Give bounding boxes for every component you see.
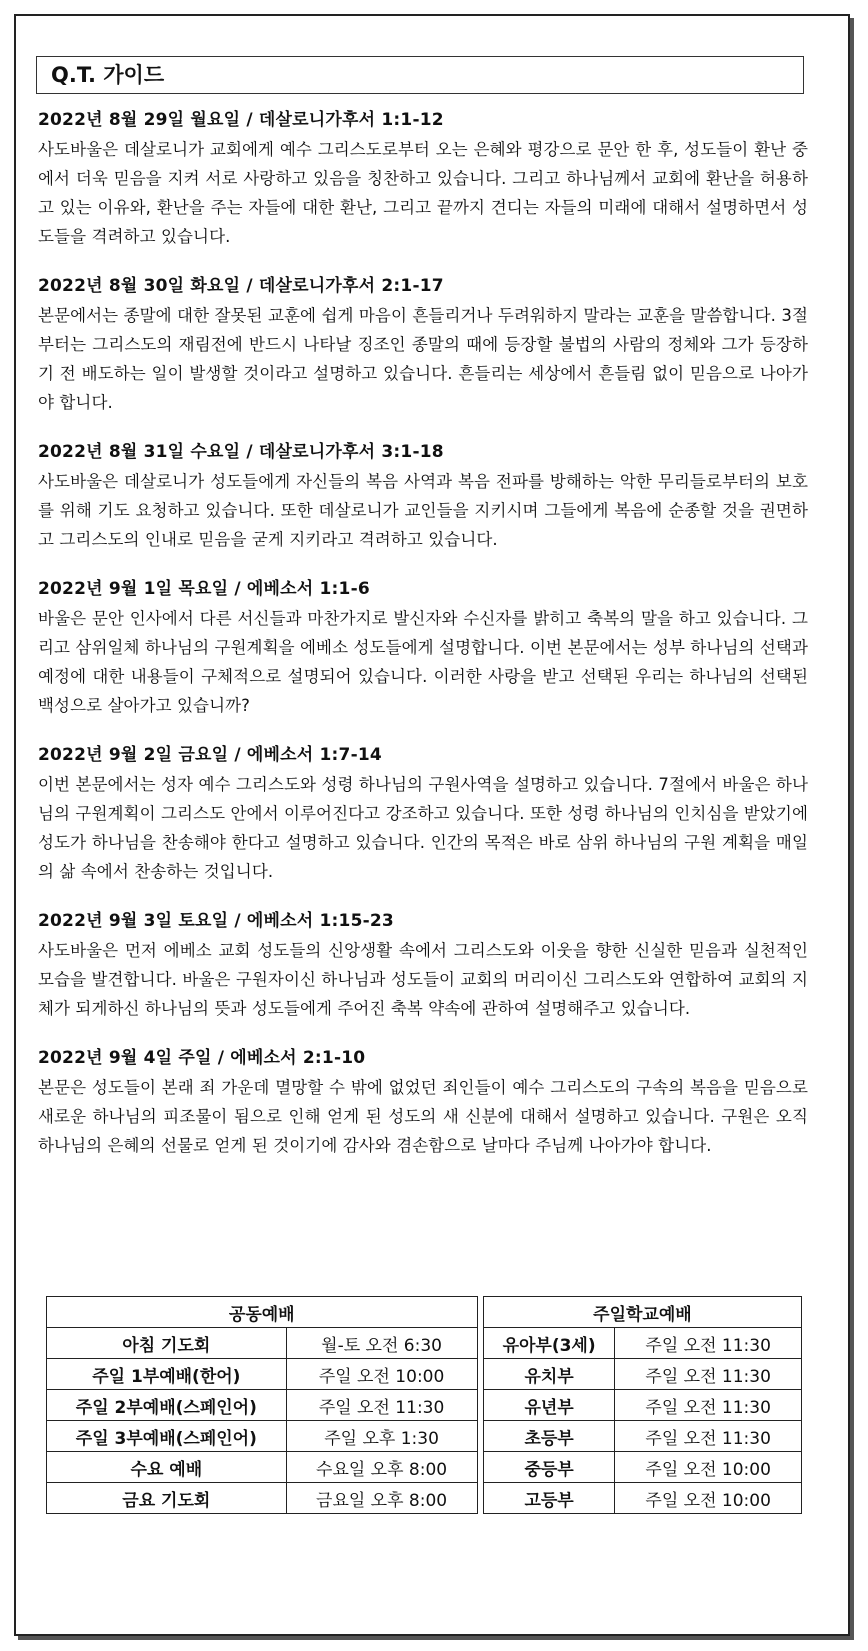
entry-text: 본문에서는 종말에 대한 잘못된 교훈에 쉽게 마음이 흔들리거나 두려워하지 말라는 교훈을 말씀합니다. 3절부터는 그리스도의 재림전에 반드시 나타날 징조인 종말의 때에 등장할 불법의 사람의 정체와 그가 등장하기 전 배도하는 일이 발생할 것이라고 설명하고 있습니다. 흔들리는 세상에서 흔들림 없이 믿음으로 나아가야 합니다.	[38, 306, 808, 412]
corporate-worship-header: 공동예배	[47, 1297, 478, 1328]
qt-entry	[38, 1044, 808, 1160]
service-time: 월-토 오전 6:30	[286, 1328, 477, 1359]
entry-heading: 2022년 9월 1일 목요일 / 에베소서 1:1-6	[38, 579, 370, 599]
sunday-school-header: 주일학교예배	[483, 1297, 801, 1328]
qt-entry	[38, 907, 808, 1023]
entry-heading: 2022년 9월 4일 주일 / 에베소서 2:1-10	[38, 1048, 366, 1068]
entry-text: 이번 본문에서는 성자 예수 그리스도와 성령 하나님의 구원사역을 설명하고 있습니다. 7절에서 바울은 하나님의 구원계획이 그리스도 안에서 이루어진다고 강조하고 있습니다. 또한 성령 하나님의 인치심을 받았기에 성도가 하나님을 찬송해야 한다고 설명하고 있습니다. 인간의 목적은 바로 삼위 하나님의 구원 계획을 매일의 삶 속에서 찬송하는 것입니다.	[38, 775, 808, 881]
entry-text: 사도바울은 먼저 에베소 교회 성도들의 신앙생활 속에서 그리스도와 이웃을 향한 신실한 믿음과 실천적인 모습을 발견합니다. 바울은 구원자이신 하나님과 성도들이 교회의 머리이신 그리스도와 연합하여 교회의 지체가 되게하신 하나님의 뜻과 성도들에게 주어진 축복 약속에 관하여 설명해주고 있습니다.	[38, 941, 808, 1018]
service-name: 수요 예배	[47, 1452, 287, 1483]
service-time: 주일 오전 10:00	[286, 1359, 477, 1390]
service-time: 주일 오전 11:30	[286, 1390, 477, 1421]
service-name: 금요 기도회	[47, 1483, 287, 1514]
service-time: 주일 오후 1:30	[286, 1421, 477, 1452]
entry-heading: 2022년 8월 31일 수요일 / 데살로니가후서 3:1-18	[38, 442, 444, 462]
entry-heading: 2022년 8월 30일 화요일 / 데살로니가후서 2:1-17	[38, 276, 444, 296]
entry-text: 바울은 문안 인사에서 다른 서신들과 마찬가지로 발신자와 수신자를 밝히고 축복의 말을 하고 있습니다. 그리고 삼위일체 하나님의 구원계획을 에베소 성도들에게 설명합니다. 이번 본문에서는 성부 하나님의 선택과 예정에 대한 내용들이 구체적으로 설명되어 있습니다. 이러한 사랑을 받고 선택된 우리는 하나님의 선택된 백성으로 살아가고 있습니까?	[38, 609, 808, 715]
service-name: 주일 2부예배(스페인어)	[47, 1390, 287, 1421]
department-time: 주일 오전 11:30	[615, 1390, 802, 1421]
qt-entry	[38, 438, 808, 554]
department-name: 유치부	[483, 1359, 614, 1390]
table-row	[47, 1421, 802, 1452]
department-name: 유아부(3세)	[483, 1328, 614, 1359]
department-time: 주일 오전 10:00	[615, 1452, 802, 1483]
entry-heading: 2022년 9월 3일 토요일 / 에베소서 1:15-23	[38, 911, 394, 931]
qt-entry	[38, 106, 808, 251]
entry-text: 사도바울은 데살로니가 교회에게 예수 그리스도로부터 오는 은혜와 평강으로 문안 한 후, 성도들이 환난 중에서 더욱 믿음을 지켜 서로 사랑하고 있음을 칭찬하고 있습니다. 그리고 하나님께서 교회에 환난을 허용하고 있는 이유와, 환난을 주는 자들에 대한 환난, 그리고 끝까지 견디는 자들의 미래에 대해서 설명하면서 성도들을 격려하고 있습니다.	[38, 140, 809, 246]
table-row	[47, 1390, 802, 1421]
service-name: 주일 3부예배(스페인어)	[47, 1421, 287, 1452]
service-time: 수요일 오후 8:00	[286, 1452, 477, 1483]
worship-schedule-table	[46, 1296, 802, 1514]
qt-entries	[38, 106, 808, 1181]
department-name: 고등부	[483, 1483, 614, 1514]
department-name: 초등부	[483, 1421, 614, 1452]
table-row	[47, 1359, 802, 1390]
entry-heading: 2022년 8월 29일 월요일 / 데살로니가후서 1:1-12	[38, 110, 444, 130]
entry-text: 본문은 성도들이 본래 죄 가운데 멸망할 수 밖에 없었던 죄인들이 예수 그리스도의 구속의 복음을 믿음으로 새로운 하나님의 피조물이 됨으로 인해 얻게 된 성도의 새 신분에 대해서 설명하고 있습니다. 구원은 오직 하나님의 은혜의 선물로 얻게 된 것이기에 감사와 겸손함으로 날마다 주님께 나아가야 합니다.	[38, 1078, 808, 1155]
department-time: 주일 오전 11:30	[615, 1359, 802, 1390]
table-row	[47, 1483, 802, 1514]
service-time: 금요일 오후 8:00	[286, 1483, 477, 1514]
department-name: 중등부	[483, 1452, 614, 1483]
table-row	[47, 1328, 802, 1359]
department-time: 주일 오전 10:00	[615, 1483, 802, 1514]
department-name: 유년부	[483, 1390, 614, 1421]
entry-text: 사도바울은 데살로니가 성도들에게 자신들의 복음 사역과 복음 전파를 방해하는 악한 무리들로부터의 보호를 위해 기도 요청하고 있습니다. 또한 데살로니가 교인들을 지키시며 그들에게 복음에 순종할 것을 권면하고 그리스도의 인내로 믿음을 굳게 지키라고 격려하고 있습니다.	[38, 472, 808, 549]
department-time: 주일 오전 11:30	[615, 1328, 802, 1359]
qt-entry	[38, 575, 808, 720]
entry-heading: 2022년 9월 2일 금요일 / 에베소서 1:7-14	[38, 745, 382, 765]
page-title: Q.T. 가이드	[36, 56, 804, 94]
service-name: 주일 1부예배(한어)	[47, 1359, 287, 1390]
qt-entry	[38, 272, 808, 417]
schedule-header-row	[47, 1297, 802, 1328]
department-time: 주일 오전 11:30	[615, 1421, 802, 1452]
qt-entry	[38, 741, 808, 886]
service-name: 아침 기도회	[47, 1328, 287, 1359]
table-row	[47, 1452, 802, 1483]
